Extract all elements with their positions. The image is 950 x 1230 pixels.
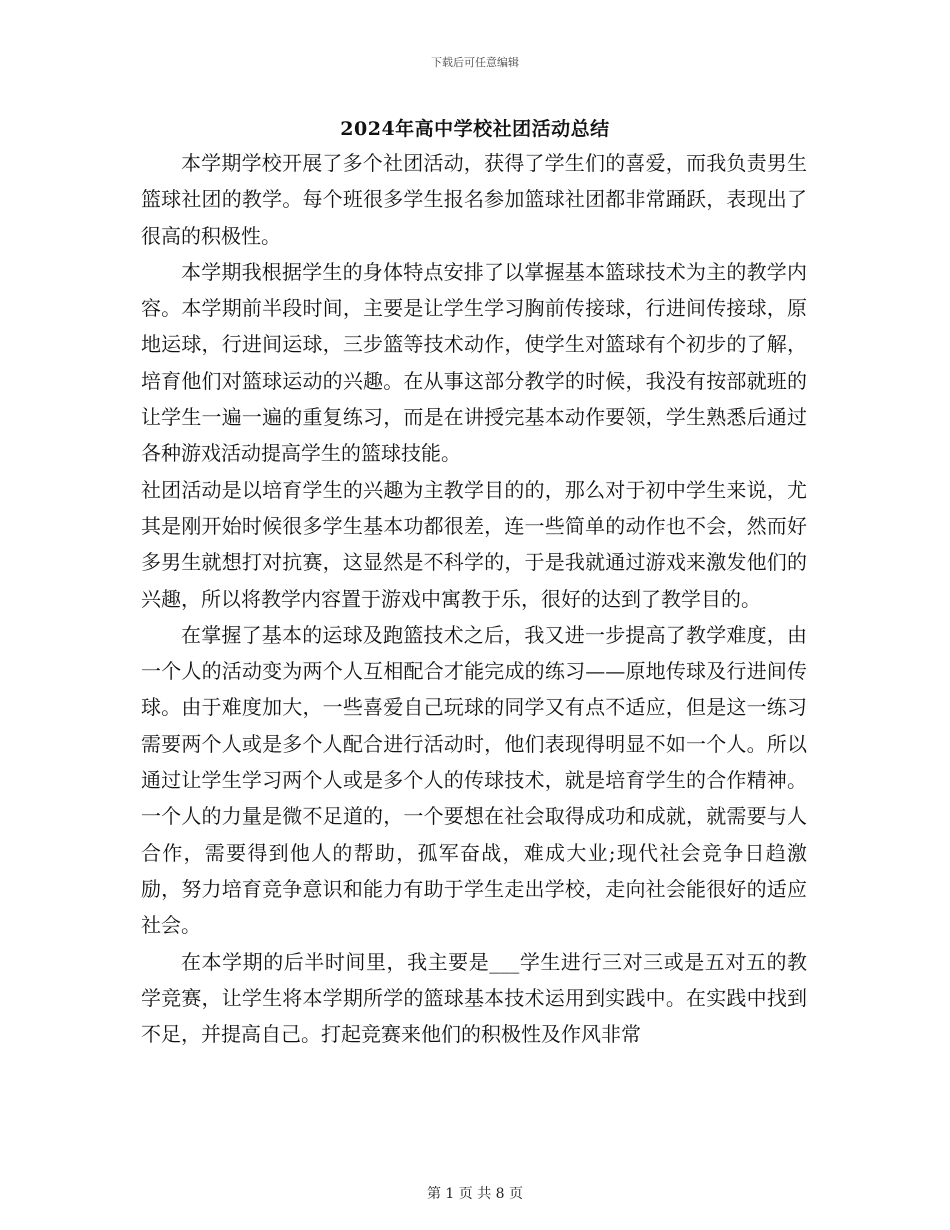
page-header: 下载后可任意编辑	[431, 56, 519, 69]
paragraph: 本学期学校开展了多个社团活动，获得了学生们的喜爱，而我负责男生篮球社团的教学。每个班很多学生报名参加篮球社团都非常踊跃，表现出了很高的积极性。	[141, 151, 807, 248]
paragraph: 在本学期的后半时间里，我主要是___学生进行三对三或是五对五的教学竞赛，让学生将本学期所学的篮球基本技术运用到实践中。在实践中找到不足，并提高自己。打起竞赛来他们的积极性及作风非常	[141, 949, 807, 1047]
paragraph: 在掌握了基本的运球及跑篮技术之后，我又进一步提高了教学难度，由一个人的活动变为两个人互相配合才能完成的练习——原地传球及行进间传球。由于难度加大，一些喜爱自己玩球的同学又有点不适应，但是这一练习需要两个人或是多个人配合进行活动时，他们表现得明显不如一个人。所以通过让学生学习两个人或是多个人的传球技术，就是培育学生的合作精神。一个人的力量是微不足道的，一个要想在社会取得成功和成就，就需要与人合作，需要得到他人的帮助，孤军奋战，难成大业;现代社会竞争日趋激励，努力培育竞争意识和能力有助于学生走出学校，走向社会能很好的适应社会。	[141, 622, 807, 938]
page-footer: 第 1 页 共 8 页	[426, 1186, 524, 1202]
document-title: 2024年高中学校社团活动总结	[340, 118, 610, 140]
document-body	[141, 145, 807, 1052]
paragraph: 本学期我根据学生的身体特点安排了以掌握基本篮球技术为主的教学内容。本学期前半段时间，主要是让学生学习胸前传接球，行进间传接球，原地运球，行进间运球，三步篮等技术动作，使学生对篮球有个初步的了解，培育他们对篮球运动的兴趣。在从事这部分教学的时候，我没有按部就班的让学生一遍一遍的重复练习，而是在讲授完基本动作要领，学生熟悉后通过各种游戏活动提高学生的篮球技能。	[141, 259, 807, 466]
paragraph: 社团活动是以培育学生的兴趣为主教学目的的，那么对于初中学生来说，尤其是刚开始时候很多学生基本功都很差，连一些简单的动作也不会，然而好多男生就想打对抗赛，这显然是不科学的，于是我就通过游戏来激发他们的兴趣，所以将教学内容置于游戏中寓教于乐，很好的达到了教学目的。	[141, 477, 807, 611]
